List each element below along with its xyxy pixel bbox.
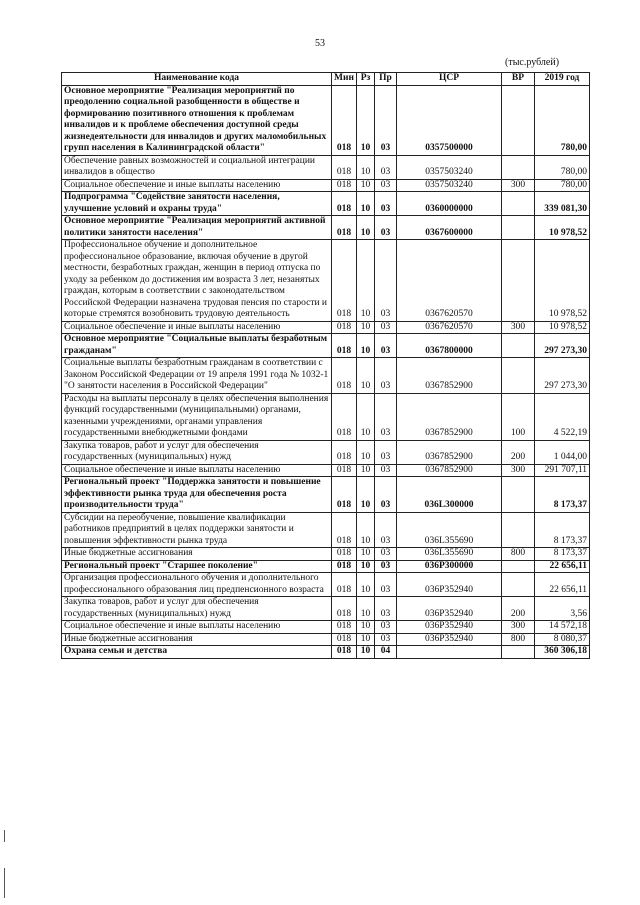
cell-csr: 036P352940 bbox=[397, 633, 502, 646]
cell-csr: 036L355690 bbox=[397, 512, 502, 548]
cell-rz: 10 bbox=[357, 155, 375, 179]
cell-pr: 03 bbox=[375, 358, 397, 394]
cell-pr: 03 bbox=[375, 464, 397, 477]
cell-vr bbox=[502, 334, 535, 358]
cell-name: Подпрограмма "Содействие занятости населения, улучшение условий и охраны труда" bbox=[62, 192, 332, 216]
cell-min: 018 bbox=[332, 548, 357, 561]
cell-min: 018 bbox=[332, 334, 357, 358]
cell-csr: 036P352940 bbox=[397, 621, 502, 634]
cell-rz: 10 bbox=[357, 477, 375, 513]
table-header-row bbox=[62, 73, 590, 86]
cell-amount: 10 978,52 bbox=[535, 321, 590, 334]
cell-amount: 297 273,30 bbox=[535, 358, 590, 394]
cell-amount: 10 978,52 bbox=[535, 216, 590, 240]
cell-csr: 0367852900 bbox=[397, 440, 502, 464]
cell-name: Профессиональное обучение и дополнительное профессиональное образование, включая обучение в другой местности, безработных граждан, женщин в период отпуска по уходу за ребенком до достижения им возраста 3 лет, незанятых граждан, которым в соответствии с законодательством Российской Федерации назначена трудовая пенсия по старости и которые стремятся возобновить трудовую деятельность bbox=[62, 240, 332, 322]
cell-csr: 0367852900 bbox=[397, 393, 502, 440]
cell-rz: 10 bbox=[357, 573, 375, 597]
cell-min: 018 bbox=[332, 464, 357, 477]
cell-min: 018 bbox=[332, 155, 357, 179]
table-row bbox=[62, 216, 590, 240]
table-row bbox=[62, 646, 590, 659]
cell-csr: 036P300000 bbox=[397, 560, 502, 573]
cell-csr: 0367620570 bbox=[397, 321, 502, 334]
table-row bbox=[62, 85, 590, 155]
cell-amount: 780,00 bbox=[535, 179, 590, 192]
cell-min: 018 bbox=[332, 477, 357, 513]
cell-min: 018 bbox=[332, 597, 357, 621]
cell-min: 018 bbox=[332, 512, 357, 548]
cell-pr: 03 bbox=[375, 240, 397, 322]
cell-name: Социальное обеспечение и иные выплаты населению bbox=[62, 621, 332, 634]
table-row bbox=[62, 597, 590, 621]
cell-csr: 0357500000 bbox=[397, 85, 502, 155]
cell-min: 018 bbox=[332, 216, 357, 240]
cell-amount: 8 173,37 bbox=[535, 477, 590, 513]
cell-min: 018 bbox=[332, 560, 357, 573]
cell-csr: 0367600000 bbox=[397, 216, 502, 240]
cell-rz: 10 bbox=[357, 393, 375, 440]
table-row bbox=[62, 440, 590, 464]
table-row bbox=[62, 464, 590, 477]
cell-vr bbox=[502, 155, 535, 179]
cell-pr: 03 bbox=[375, 321, 397, 334]
cell-vr: 800 bbox=[502, 633, 535, 646]
cell-pr: 03 bbox=[375, 560, 397, 573]
cell-rz: 10 bbox=[357, 321, 375, 334]
cell-vr bbox=[502, 512, 535, 548]
header-csr: ЦСР bbox=[397, 73, 502, 86]
table-row bbox=[62, 358, 590, 394]
cell-amount: 780,00 bbox=[535, 155, 590, 179]
cell-amount: 22 656,11 bbox=[535, 560, 590, 573]
cell-vr bbox=[502, 240, 535, 322]
cell-pr: 03 bbox=[375, 621, 397, 634]
table-row bbox=[62, 321, 590, 334]
cell-rz: 10 bbox=[357, 548, 375, 561]
cell-min: 018 bbox=[332, 85, 357, 155]
table-row bbox=[62, 477, 590, 513]
cell-vr: 300 bbox=[502, 321, 535, 334]
cell-name: Социальное обеспечение и иные выплаты населению bbox=[62, 321, 332, 334]
cell-min: 018 bbox=[332, 646, 357, 659]
cell-name: Основное мероприятие "Реализация мероприятий активной политики занятости населения" bbox=[62, 216, 332, 240]
cell-rz: 10 bbox=[357, 646, 375, 659]
cell-pr: 03 bbox=[375, 192, 397, 216]
table-row bbox=[62, 155, 590, 179]
cell-csr: 036L300000 bbox=[397, 477, 502, 513]
cell-amount: 14 572,18 bbox=[535, 621, 590, 634]
cell-min: 018 bbox=[332, 192, 357, 216]
cell-name: Иные бюджетные ассигнования bbox=[62, 548, 332, 561]
cell-min: 018 bbox=[332, 358, 357, 394]
cell-vr bbox=[502, 85, 535, 155]
cell-pr: 03 bbox=[375, 179, 397, 192]
cell-rz: 10 bbox=[357, 464, 375, 477]
table-row bbox=[62, 512, 590, 548]
cell-csr: 0367852900 bbox=[397, 464, 502, 477]
cell-csr: 036P352940 bbox=[397, 573, 502, 597]
cell-rz: 10 bbox=[357, 597, 375, 621]
cell-name: Региональный проект "Поддержка занятости и повышение эффективности рынка труда для обеспечения роста производительности труда" bbox=[62, 477, 332, 513]
cell-vr bbox=[502, 358, 535, 394]
table-row bbox=[62, 621, 590, 634]
cell-vr bbox=[502, 646, 535, 659]
cell-vr: 100 bbox=[502, 393, 535, 440]
cell-vr bbox=[502, 216, 535, 240]
cell-pr: 03 bbox=[375, 155, 397, 179]
cell-min: 018 bbox=[332, 573, 357, 597]
cell-rz: 10 bbox=[357, 358, 375, 394]
cell-csr: 036L355690 bbox=[397, 548, 502, 561]
cell-min: 018 bbox=[332, 321, 357, 334]
table-row bbox=[62, 334, 590, 358]
cell-csr: 0360000000 bbox=[397, 192, 502, 216]
table-row bbox=[62, 548, 590, 561]
cell-amount: 1 044,00 bbox=[535, 440, 590, 464]
cell-amount: 8 080,37 bbox=[535, 633, 590, 646]
cell-min: 018 bbox=[332, 240, 357, 322]
cell-name: Основное мероприятие "Социальные выплаты безработным гражданам" bbox=[62, 334, 332, 358]
cell-pr: 03 bbox=[375, 85, 397, 155]
table-row bbox=[62, 573, 590, 597]
cell-vr: 300 bbox=[502, 621, 535, 634]
cell-csr: 0357503240 bbox=[397, 179, 502, 192]
cell-amount: 22 656,11 bbox=[535, 573, 590, 597]
cell-csr: 0367620570 bbox=[397, 240, 502, 322]
table-body bbox=[62, 85, 590, 658]
cell-amount: 339 081,30 bbox=[535, 192, 590, 216]
cell-min: 018 bbox=[332, 621, 357, 634]
cell-pr: 03 bbox=[375, 477, 397, 513]
cell-vr: 800 bbox=[502, 548, 535, 561]
cell-vr bbox=[502, 192, 535, 216]
cell-name: Региональный проект "Старшее поколение" bbox=[62, 560, 332, 573]
cell-vr: 200 bbox=[502, 440, 535, 464]
cell-rz: 10 bbox=[357, 440, 375, 464]
cell-csr: 0367800000 bbox=[397, 334, 502, 358]
cell-rz: 10 bbox=[357, 633, 375, 646]
cell-pr: 03 bbox=[375, 440, 397, 464]
cell-name: Субсидии на переобучение, повышение квалификации работников предприятий в целях поддержки занятости и повышения эффективности рынка труда bbox=[62, 512, 332, 548]
header-vr: ВР bbox=[502, 73, 535, 86]
cell-rz: 10 bbox=[357, 179, 375, 192]
cell-pr: 03 bbox=[375, 512, 397, 548]
cell-amount: 3,56 bbox=[535, 597, 590, 621]
cell-vr: 200 bbox=[502, 597, 535, 621]
table-row bbox=[62, 192, 590, 216]
budget-table bbox=[61, 72, 590, 659]
cell-rz: 10 bbox=[357, 240, 375, 322]
cell-name: Закупка товаров, работ и услуг для обеспечения государственных (муниципальных) нужд bbox=[62, 597, 332, 621]
cell-csr: 036P352940 bbox=[397, 597, 502, 621]
cell-name: Охрана семьи и детства bbox=[62, 646, 332, 659]
cell-name: Социальное обеспечение и иные выплаты населению bbox=[62, 464, 332, 477]
cell-pr: 03 bbox=[375, 334, 397, 358]
table-row bbox=[62, 179, 590, 192]
cell-csr: 0367852900 bbox=[397, 358, 502, 394]
units-label: (тыс.рублей) bbox=[505, 57, 560, 68]
cell-pr: 03 bbox=[375, 216, 397, 240]
cell-vr: 300 bbox=[502, 464, 535, 477]
cell-amount: 780,00 bbox=[535, 85, 590, 155]
cell-name: Организация профессионального обучения и дополнительного профессионального образования лиц предпенсионного возраста bbox=[62, 573, 332, 597]
cell-vr: 300 bbox=[502, 179, 535, 192]
cell-min: 018 bbox=[332, 440, 357, 464]
cell-rz: 10 bbox=[357, 85, 375, 155]
cell-pr: 03 bbox=[375, 573, 397, 597]
cell-rz: 10 bbox=[357, 334, 375, 358]
cell-min: 018 bbox=[332, 179, 357, 192]
cell-rz: 10 bbox=[357, 560, 375, 573]
cell-name: Основное мероприятие "Реализация мероприятий по преодолению социальной разобщенности в обществе и формированию позитивного отношения к проблемам инвалидов и к проблеме обеспечения доступной среды жизнедеятельности для инвалидов и других маломобильных групп населения в Калининградской области" bbox=[62, 85, 332, 155]
cell-rz: 10 bbox=[357, 216, 375, 240]
cell-amount: 4 522,19 bbox=[535, 393, 590, 440]
header-pr: Пр bbox=[375, 73, 397, 86]
cell-amount: 8 173,37 bbox=[535, 548, 590, 561]
cell-rz: 10 bbox=[357, 512, 375, 548]
cell-vr bbox=[502, 477, 535, 513]
cell-amount: 8 173,37 bbox=[535, 512, 590, 548]
cell-name: Обеспечение равных возможностей и социальной интеграции инвалидов в общество bbox=[62, 155, 332, 179]
cell-amount: 10 978,52 bbox=[535, 240, 590, 322]
cell-name: Закупка товаров, работ и услуг для обеспечения государственных (муниципальных) нужд bbox=[62, 440, 332, 464]
cell-rz: 10 bbox=[357, 192, 375, 216]
cell-pr: 03 bbox=[375, 548, 397, 561]
cell-rz: 10 bbox=[357, 621, 375, 634]
cell-pr: 03 bbox=[375, 597, 397, 621]
header-min: Мин bbox=[332, 73, 357, 86]
page-number: 53 bbox=[315, 38, 325, 49]
cell-name: Расходы на выплаты персоналу в целях обеспечения выполнения функций государственными (муниципальными) органами, казенными учреждениями, органами управления государственными внебюджетными фондами bbox=[62, 393, 332, 440]
scan-edge-mark bbox=[4, 868, 5, 898]
cell-pr: 03 bbox=[375, 393, 397, 440]
table-row bbox=[62, 240, 590, 322]
cell-amount: 291 707,11 bbox=[535, 464, 590, 477]
scan-edge-mark bbox=[4, 830, 5, 842]
cell-amount: 297 273,30 bbox=[535, 334, 590, 358]
cell-name: Социальное обеспечение и иные выплаты населению bbox=[62, 179, 332, 192]
cell-name: Иные бюджетные ассигнования bbox=[62, 633, 332, 646]
header-rz: Рз bbox=[357, 73, 375, 86]
cell-csr bbox=[397, 646, 502, 659]
cell-min: 018 bbox=[332, 393, 357, 440]
cell-vr bbox=[502, 573, 535, 597]
cell-pr: 03 bbox=[375, 633, 397, 646]
cell-min: 018 bbox=[332, 633, 357, 646]
table-row bbox=[62, 393, 590, 440]
table-row bbox=[62, 633, 590, 646]
header-name: Наименование кода bbox=[62, 73, 332, 86]
cell-vr bbox=[502, 560, 535, 573]
table-row bbox=[62, 560, 590, 573]
header-year: 2019 год bbox=[535, 73, 590, 86]
cell-amount: 360 306,18 bbox=[535, 646, 590, 659]
cell-name: Социальные выплаты безработным гражданам в соответствии с Законом Российской Федерации от 19 апреля 1991 года № 1032-1 "О занятости населения в Российской Федерации" bbox=[62, 358, 332, 394]
cell-csr: 0357503240 bbox=[397, 155, 502, 179]
cell-pr: 04 bbox=[375, 646, 397, 659]
